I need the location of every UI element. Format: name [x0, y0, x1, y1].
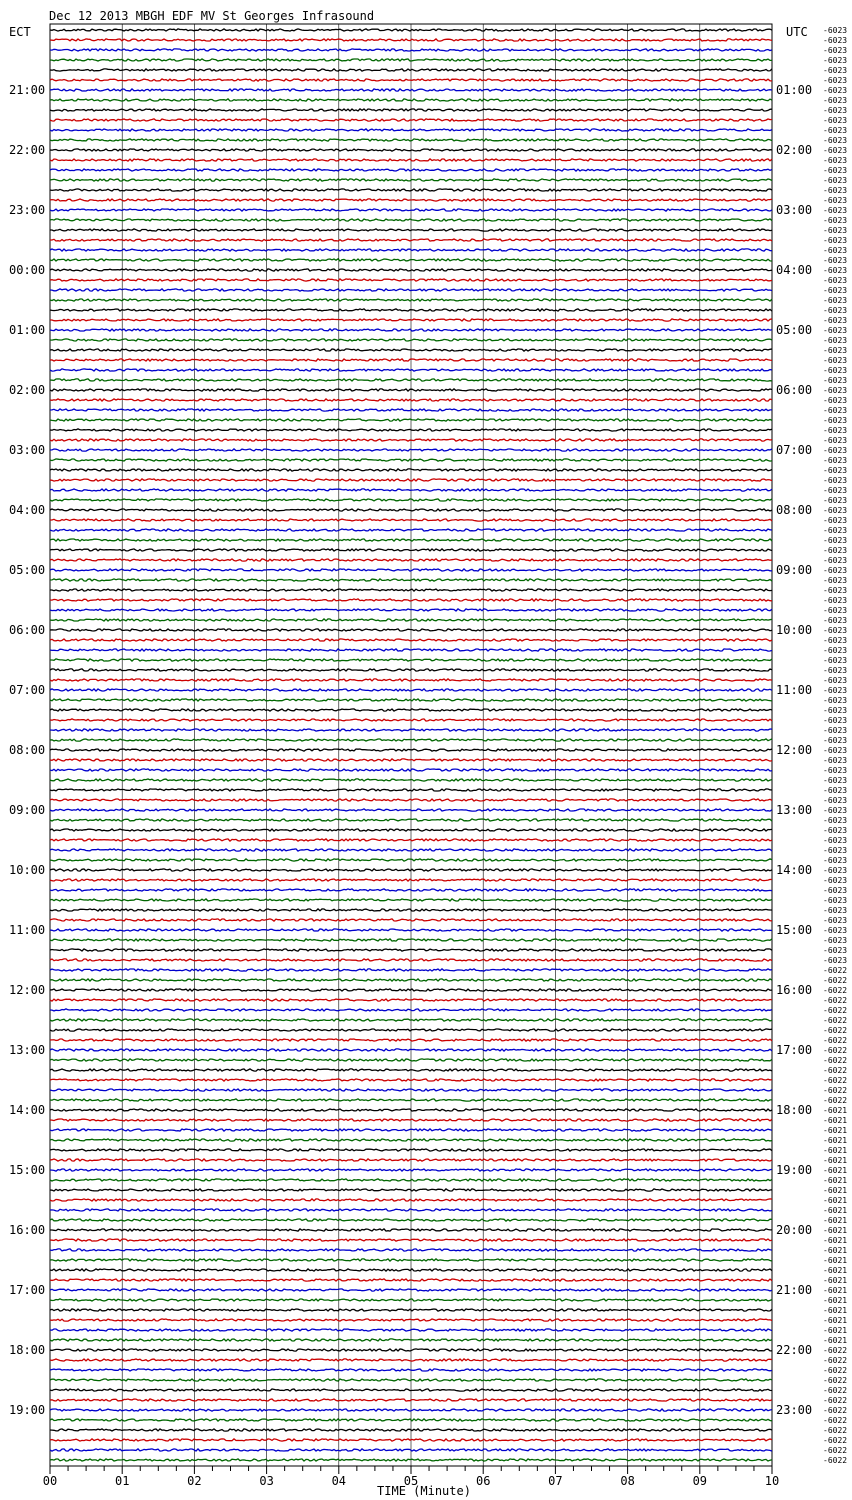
trace-value-label: -6023	[823, 846, 848, 855]
trace-value-label: -6021	[823, 1106, 848, 1115]
trace-value-label: -6023	[823, 446, 848, 455]
trace-value-label: -6022	[823, 1426, 848, 1435]
right-hour-label: 19:00	[776, 1163, 813, 1177]
x-tick-label: 05	[403, 1474, 419, 1488]
trace-value-label: -6023	[823, 106, 848, 115]
trace-value-label: -6022	[823, 1026, 848, 1035]
trace-value-label: -6023	[823, 646, 848, 655]
trace-value-label: -6023	[823, 476, 848, 485]
trace-value-label: -6023	[823, 906, 848, 915]
trace-value-label: -6023	[823, 326, 848, 335]
chart-title: Dec 12 2013 MBGH EDF MV St Georges Infrasound	[49, 9, 375, 23]
trace-value-label: -6023	[823, 766, 848, 775]
trace-value-label: -6023	[823, 136, 848, 145]
left-hour-label: 07:00	[9, 683, 46, 697]
x-tick-label: 08	[620, 1474, 635, 1488]
right-hour-label: 18:00	[776, 1103, 813, 1117]
seismic-trace	[50, 909, 772, 911]
trace-value-label: -6023	[823, 126, 848, 135]
right-hour-label: 04:00	[776, 263, 813, 277]
trace-value-label: -6023	[823, 746, 848, 755]
left-hour-label: 14:00	[9, 1103, 46, 1117]
trace-value-label: -6023	[823, 616, 848, 625]
left-hour-label: 13:00	[9, 1043, 46, 1057]
left-hour-label: 15:00	[9, 1163, 46, 1177]
x-tick-label: 00	[42, 1474, 58, 1488]
trace-value-label: -6022	[823, 1006, 848, 1015]
seismic-trace	[50, 159, 772, 161]
right-hour-label: 11:00	[776, 683, 813, 697]
right-hour-label: 14:00	[776, 863, 813, 877]
right-hour-label: 06:00	[776, 383, 813, 397]
seismic-trace	[50, 1109, 772, 1111]
right-hour-label: 07:00	[776, 443, 813, 457]
left-hour-label: 05:00	[9, 563, 46, 577]
trace-value-label: -6022	[823, 986, 848, 995]
trace-value-label: -6021	[823, 1286, 848, 1295]
right-hour-label: 10:00	[776, 623, 813, 637]
trace-value-label: -6023	[823, 496, 848, 505]
trace-value-label: -6023	[823, 236, 848, 245]
trace-value-label: -6021	[823, 1236, 848, 1245]
trace-value-label: -6022	[823, 1386, 848, 1395]
trace-value-label: -6022	[823, 1096, 848, 1105]
trace-value-label: -6023	[823, 866, 848, 875]
trace-value-label: -6023	[823, 946, 848, 955]
right-hour-label: 12:00	[776, 743, 813, 757]
trace-value-label: -6021	[823, 1336, 848, 1345]
x-tick-label: 02	[187, 1474, 202, 1488]
trace-value-label: -6021	[823, 1186, 848, 1195]
left-hour-label: 23:00	[9, 203, 46, 217]
trace-value-label: -6021	[823, 1306, 848, 1315]
trace-value-label: -6023	[823, 266, 848, 275]
x-tick-label: 09	[692, 1474, 708, 1488]
trace-value-label: -6021	[823, 1296, 848, 1305]
trace-value-label: -6022	[823, 1086, 848, 1095]
trace-value-label: -6023	[823, 416, 848, 425]
trace-value-label: -6023	[823, 796, 848, 805]
trace-value-label: -6023	[823, 226, 848, 235]
trace-value-label: -6021	[823, 1156, 848, 1165]
trace-value-label: -6023	[823, 826, 848, 835]
trace-value-label: -6023	[823, 486, 848, 495]
trace-value-label: -6021	[823, 1196, 848, 1205]
trace-value-label: -6021	[823, 1116, 848, 1125]
seismic-trace	[50, 329, 772, 331]
right-hour-label: 15:00	[776, 923, 813, 937]
trace-value-label: -6023	[823, 606, 848, 615]
trace-value-label: -6023	[823, 426, 848, 435]
trace-value-label: -6023	[823, 926, 848, 935]
trace-value-label: -6021	[823, 1326, 848, 1335]
left-zone-label: ECT	[9, 25, 31, 39]
trace-value-label: -6023	[823, 366, 848, 375]
trace-value-label: -6023	[823, 346, 848, 355]
left-hour-label: 19:00	[9, 1403, 46, 1417]
trace-value-label: -6023	[823, 716, 848, 725]
trace-value-label: -6023	[823, 686, 848, 695]
trace-value-label: -6023	[823, 456, 848, 465]
trace-value-label: -6023	[823, 206, 848, 215]
right-hour-label: 21:00	[776, 1283, 813, 1297]
trace-value-label: -6022	[823, 1416, 848, 1425]
trace-value-label: -6023	[823, 856, 848, 865]
trace-value-label: -6023	[823, 726, 848, 735]
trace-value-label: -6023	[823, 586, 848, 595]
trace-value-label: -6023	[823, 736, 848, 745]
trace-value-label: -6023	[823, 276, 848, 285]
trace-value-label: -6023	[823, 466, 848, 475]
trace-value-label: -6023	[823, 216, 848, 225]
trace-value-label: -6023	[823, 506, 848, 515]
trace-value-label: -6023	[823, 36, 848, 45]
trace-value-label: -6022	[823, 1376, 848, 1385]
trace-value-label: -6023	[823, 146, 848, 155]
right-hour-label: 05:00	[776, 323, 813, 337]
trace-value-label: -6023	[823, 916, 848, 925]
left-hour-label: 18:00	[9, 1343, 46, 1357]
trace-value-label: -6023	[823, 66, 848, 75]
trace-value-label: -6023	[823, 186, 848, 195]
trace-value-label: -6023	[823, 396, 848, 405]
trace-value-label: -6021	[823, 1146, 848, 1155]
right-hour-label: 22:00	[776, 1343, 813, 1357]
trace-value-label: -6023	[823, 806, 848, 815]
trace-value-label: -6023	[823, 156, 848, 165]
trace-value-label: -6023	[823, 536, 848, 545]
trace-value-label: -6022	[823, 1076, 848, 1085]
right-hour-label: 23:00	[776, 1403, 813, 1417]
trace-value-label: -6021	[823, 1276, 848, 1285]
trace-value-label: -6023	[823, 246, 848, 255]
trace-value-label: -6023	[823, 26, 848, 35]
seismic-trace	[50, 1309, 772, 1311]
trace-value-label: -6021	[823, 1216, 848, 1225]
trace-value-label: -6023	[823, 196, 848, 205]
left-hour-label: 00:00	[9, 263, 46, 277]
trace-value-label: -6023	[823, 96, 848, 105]
trace-value-label: -6023	[823, 756, 848, 765]
x-tick-label: 01	[114, 1474, 130, 1488]
trace-value-label: -6023	[823, 636, 848, 645]
trace-value-label: -6023	[823, 656, 848, 665]
trace-value-label: -6023	[823, 406, 848, 415]
trace-value-label: -6023	[823, 436, 848, 445]
trace-value-label: -6022	[823, 1066, 848, 1075]
right-hour-label: 01:00	[776, 83, 813, 97]
trace-value-label: -6023	[823, 786, 848, 795]
trace-value-label: -6023	[823, 886, 848, 895]
trace-value-label: -6023	[823, 76, 848, 85]
left-hour-label: 06:00	[9, 623, 46, 637]
trace-value-label: -6021	[823, 1226, 848, 1235]
trace-value-label: -6021	[823, 1136, 848, 1145]
seismic-trace	[50, 769, 772, 771]
trace-value-label: -6021	[823, 1256, 848, 1265]
trace-value-label: -6023	[823, 556, 848, 565]
trace-value-label: -6023	[823, 386, 848, 395]
left-hour-label: 08:00	[9, 743, 46, 757]
trace-value-label: -6023	[823, 836, 848, 845]
trace-value-label: -6023	[823, 666, 848, 675]
trace-value-label: -6023	[823, 516, 848, 525]
left-hour-label: 04:00	[9, 503, 46, 517]
trace-value-label: -6023	[823, 86, 848, 95]
left-hour-label: 16:00	[9, 1223, 46, 1237]
right-hour-label: 08:00	[776, 503, 813, 517]
left-hour-label: 01:00	[9, 323, 46, 337]
trace-value-label: -6023	[823, 936, 848, 945]
x-tick-label: 10	[764, 1474, 780, 1488]
trace-value-label: -6023	[823, 676, 848, 685]
trace-value-label: -6023	[823, 356, 848, 365]
trace-value-label: -6023	[823, 566, 848, 575]
left-hour-label: 11:00	[9, 923, 46, 937]
trace-value-label: -6023	[823, 576, 848, 585]
x-tick-label: 07	[548, 1474, 563, 1488]
trace-value-label: -6022	[823, 1356, 848, 1365]
trace-value-label: -6023	[823, 56, 848, 65]
x-axis-label: TIME (Minute)	[377, 1484, 471, 1498]
x-tick-label: 04	[331, 1474, 347, 1488]
trace-value-label: -6023	[823, 876, 848, 885]
right-hour-label: 20:00	[776, 1223, 813, 1237]
trace-value-label: -6021	[823, 1176, 848, 1185]
trace-value-label: -6022	[823, 1396, 848, 1405]
left-hour-label: 10:00	[9, 863, 46, 877]
trace-value-label: -6023	[823, 626, 848, 635]
trace-value-label: -6022	[823, 976, 848, 985]
right-hour-label: 09:00	[776, 563, 813, 577]
trace-value-label: -6023	[823, 46, 848, 55]
trace-value-label: -6022	[823, 1406, 848, 1415]
trace-value-label: -6022	[823, 1446, 848, 1455]
trace-value-label: -6021	[823, 1246, 848, 1255]
trace-value-label: -6022	[823, 1056, 848, 1065]
right-hour-label: 03:00	[776, 203, 813, 217]
trace-value-label: -6023	[823, 696, 848, 705]
right-zone-label: UTC	[786, 25, 808, 39]
trace-value-label: -6023	[823, 776, 848, 785]
trace-value-label: -6022	[823, 1346, 848, 1355]
trace-value-label: -6023	[823, 316, 848, 325]
trace-value-label: -6023	[823, 166, 848, 175]
trace-value-label: -6023	[823, 956, 848, 965]
trace-value-label: -6021	[823, 1126, 848, 1135]
right-hour-label: 16:00	[776, 983, 813, 997]
left-hour-label: 17:00	[9, 1283, 46, 1297]
trace-value-label: -6023	[823, 706, 848, 715]
left-hour-label: 09:00	[9, 803, 46, 817]
left-hour-label: 03:00	[9, 443, 46, 457]
trace-value-label: -6022	[823, 1366, 848, 1375]
trace-value-label: -6023	[823, 336, 848, 345]
seismic-trace	[50, 869, 772, 871]
right-hour-label: 13:00	[776, 803, 813, 817]
trace-value-label: -6021	[823, 1316, 848, 1325]
trace-value-label: -6023	[823, 896, 848, 905]
x-tick-label: 03	[259, 1474, 274, 1488]
trace-value-label: -6022	[823, 1036, 848, 1045]
trace-value-label: -6021	[823, 1206, 848, 1215]
left-hour-label: 22:00	[9, 143, 46, 157]
trace-value-label: -6023	[823, 286, 848, 295]
trace-value-label: -6023	[823, 296, 848, 305]
trace-value-label: -6021	[823, 1166, 848, 1175]
trace-value-label: -6023	[823, 596, 848, 605]
left-hour-label: 12:00	[9, 983, 46, 997]
trace-value-label: -6023	[823, 526, 848, 535]
trace-value-label: -6022	[823, 1456, 848, 1465]
trace-value-label: -6022	[823, 1436, 848, 1445]
trace-value-label: -6023	[823, 176, 848, 185]
seismic-trace	[50, 1419, 772, 1421]
trace-value-label: -6023	[823, 816, 848, 825]
trace-value-label: -6021	[823, 1266, 848, 1275]
trace-value-label: -6022	[823, 996, 848, 1005]
trace-value-label: -6022	[823, 966, 848, 975]
trace-value-label: -6022	[823, 1016, 848, 1025]
trace-value-label: -6023	[823, 306, 848, 315]
trace-value-label: -6022	[823, 1046, 848, 1055]
right-hour-label: 02:00	[776, 143, 813, 157]
trace-value-label: -6023	[823, 376, 848, 385]
left-hour-label: 21:00	[9, 83, 46, 97]
trace-value-label: -6023	[823, 546, 848, 555]
x-tick-label: 06	[475, 1474, 491, 1488]
right-hour-label: 17:00	[776, 1043, 813, 1057]
left-hour-label: 02:00	[9, 383, 46, 397]
trace-value-label: -6023	[823, 256, 848, 265]
trace-value-label: -6023	[823, 116, 848, 125]
